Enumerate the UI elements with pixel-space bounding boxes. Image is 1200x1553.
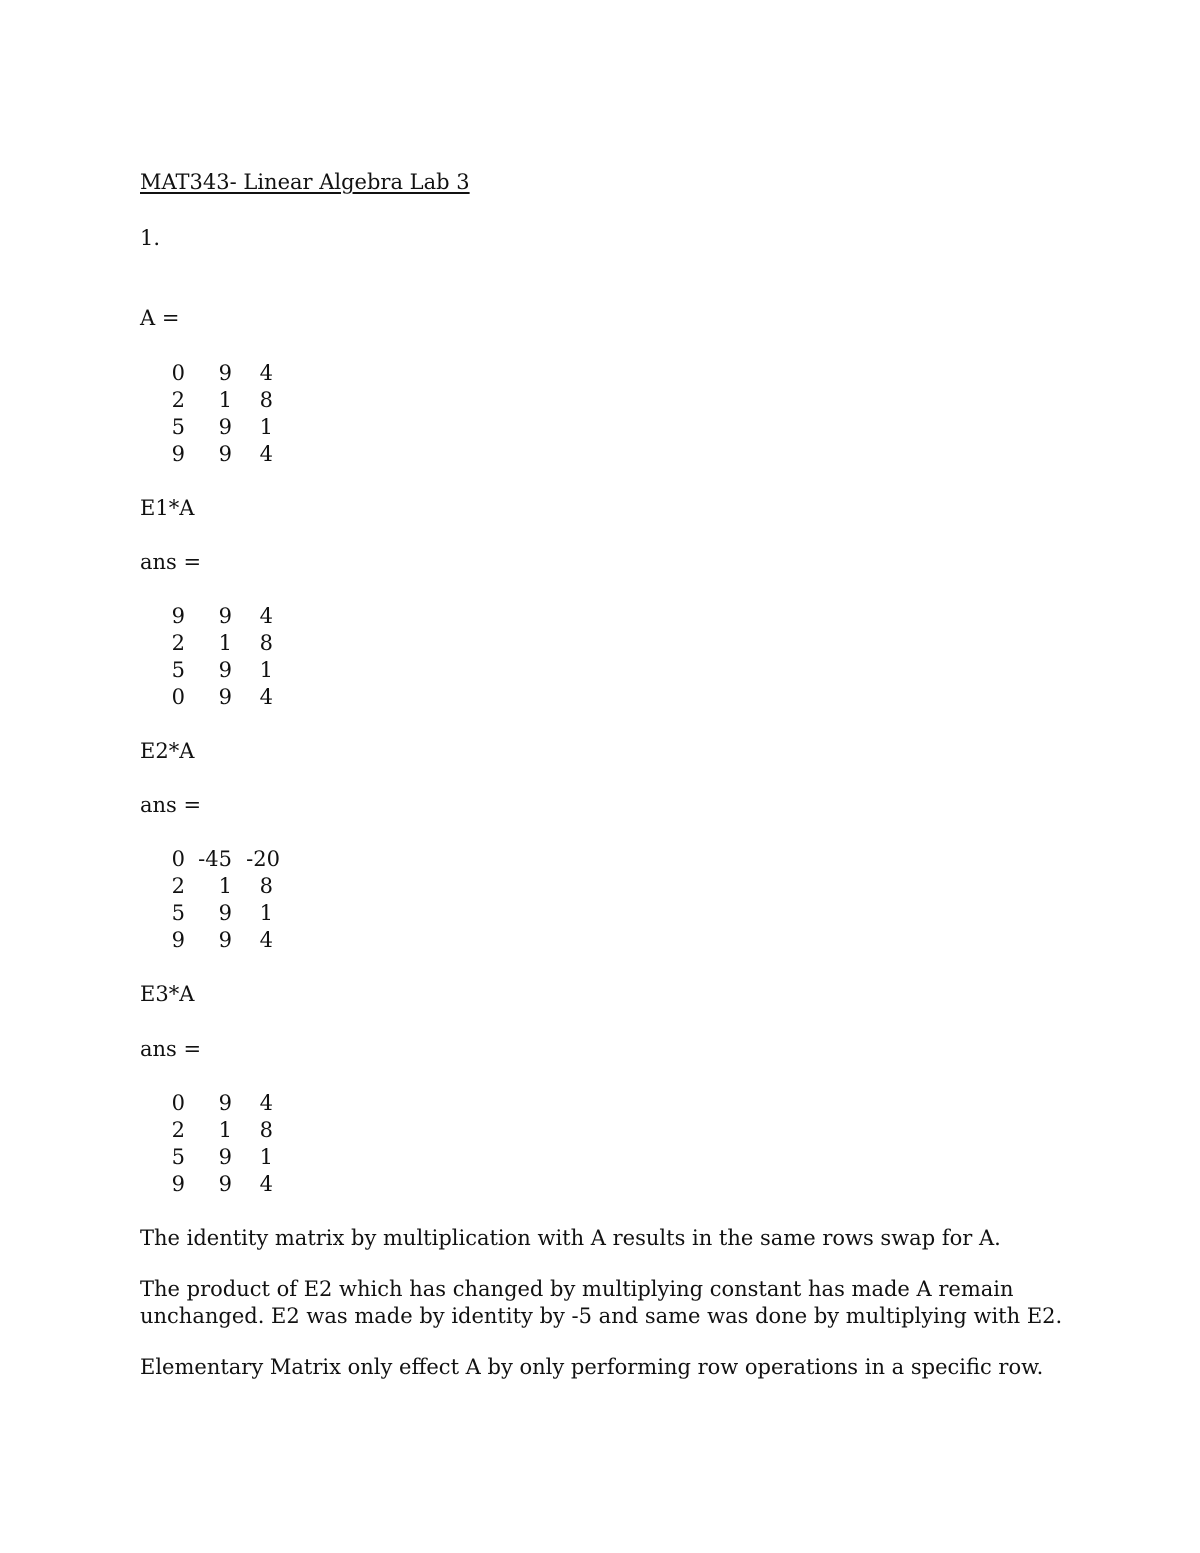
matrix-row xyxy=(140,1145,300,1172)
matrix-row xyxy=(140,631,300,658)
matrix-cell: 9 xyxy=(218,928,232,952)
paragraph-identity: The identity matrix by multiplication with A results in the same rows swap for A. xyxy=(140,1226,1001,1250)
matrix-cell: 9 xyxy=(171,928,185,952)
matrix-cell: 9 xyxy=(218,442,232,466)
matrix-row xyxy=(140,1118,300,1145)
matrix-cell: 0 xyxy=(171,361,185,385)
matrix-cell: 9 xyxy=(218,361,232,385)
matrix-cell: 5 xyxy=(171,415,185,439)
e1-command: E1*A xyxy=(140,496,195,520)
matrix-cell: 8 xyxy=(259,631,273,655)
matrix-cell: 4 xyxy=(259,1091,273,1115)
matrix-row xyxy=(140,685,300,712)
matrix-cell: 1 xyxy=(259,658,273,682)
e1-ans-label: ans = xyxy=(140,550,202,574)
matrix-cell: 4 xyxy=(259,604,273,628)
matrix-row xyxy=(140,847,300,874)
matrix-cell: 4 xyxy=(259,361,273,385)
matrix-cell: 9 xyxy=(218,604,232,628)
matrix-cell: 5 xyxy=(171,658,185,682)
matrix-row xyxy=(140,388,300,415)
matrix-row xyxy=(140,1091,300,1118)
paragraph-elementary: Elementary Matrix only effect A by only performing row operations in a specific row. xyxy=(140,1355,1044,1379)
matrix-row xyxy=(140,928,300,955)
matrix-cell: 0 xyxy=(171,685,185,709)
matrix-cell: 4 xyxy=(259,1172,273,1196)
matrix-cell: 8 xyxy=(259,1118,273,1142)
matrix-cell: 9 xyxy=(171,442,185,466)
matrix-a xyxy=(140,361,300,469)
matrix-cell: 1 xyxy=(218,1118,232,1142)
matrix-cell: 5 xyxy=(171,901,185,925)
matrix-cell: 2 xyxy=(171,874,185,898)
matrix-cell: 4 xyxy=(259,928,273,952)
matrix-cell: -20 xyxy=(246,847,280,871)
matrix-e1-result xyxy=(140,604,300,712)
matrix-cell: 2 xyxy=(171,631,185,655)
matrix-row xyxy=(140,658,300,685)
e2-command: E2*A xyxy=(140,739,195,763)
matrix-cell: 9 xyxy=(218,658,232,682)
matrix-row xyxy=(140,901,300,928)
matrix-cell: 9 xyxy=(218,415,232,439)
matrix-row xyxy=(140,442,300,469)
matrix-cell: 9 xyxy=(218,1145,232,1169)
matrix-row xyxy=(140,1172,300,1199)
matrix-cell: 2 xyxy=(171,1118,185,1142)
question-number: 1. xyxy=(140,226,161,250)
matrix-cell: 8 xyxy=(259,388,273,412)
matrix-cell: 2 xyxy=(171,388,185,412)
matrix-cell: 5 xyxy=(171,1145,185,1169)
matrix-row xyxy=(140,415,300,442)
e3-ans-label: ans = xyxy=(140,1037,202,1061)
paragraph-product-line-2: unchanged. E2 was made by identity by -5 and same was done by multiplying with E2. xyxy=(140,1304,1063,1328)
matrix-cell: 1 xyxy=(259,1145,273,1169)
e2-ans-label: ans = xyxy=(140,793,202,817)
matrix-cell: 9 xyxy=(218,685,232,709)
matrix-a-label: A = xyxy=(140,306,180,330)
matrix-e2-result xyxy=(140,847,300,955)
matrix-e3-result xyxy=(140,1091,300,1199)
matrix-cell: 1 xyxy=(259,901,273,925)
matrix-cell: 1 xyxy=(218,631,232,655)
matrix-cell: 4 xyxy=(259,442,273,466)
matrix-cell: 9 xyxy=(171,1172,185,1196)
matrix-cell: 9 xyxy=(171,604,185,628)
matrix-cell: 9 xyxy=(218,901,232,925)
matrix-cell: 9 xyxy=(218,1091,232,1115)
matrix-cell: 9 xyxy=(218,1172,232,1196)
matrix-cell: -45 xyxy=(198,847,232,871)
matrix-cell: 4 xyxy=(259,685,273,709)
matrix-row xyxy=(140,604,300,631)
matrix-cell: 8 xyxy=(259,874,273,898)
matrix-cell: 0 xyxy=(171,1091,185,1115)
paragraph-product-line-1: The product of E2 which has changed by multiplying constant has made A remain xyxy=(140,1277,1014,1301)
document-title: MAT343- Linear Algebra Lab 3 xyxy=(140,170,470,194)
matrix-row xyxy=(140,361,300,388)
matrix-cell: 1 xyxy=(218,874,232,898)
matrix-cell: 0 xyxy=(171,847,185,871)
matrix-cell: 1 xyxy=(218,388,232,412)
matrix-row xyxy=(140,874,300,901)
matrix-cell: 1 xyxy=(259,415,273,439)
e3-command: E3*A xyxy=(140,982,195,1006)
